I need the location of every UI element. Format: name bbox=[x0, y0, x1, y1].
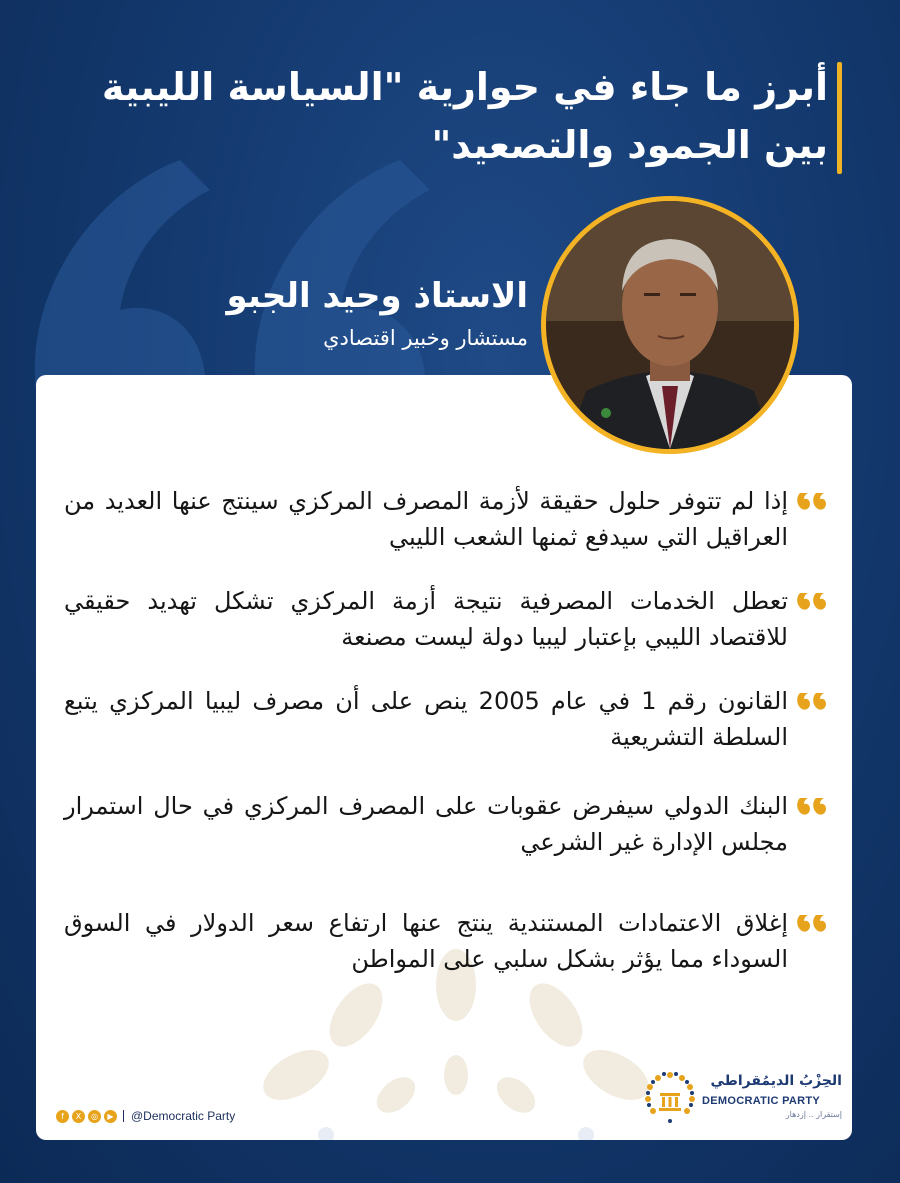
facebook-icon[interactable]: f bbox=[56, 1110, 69, 1123]
social-links bbox=[56, 1109, 235, 1123]
portrait-icon bbox=[546, 201, 794, 449]
speaker-info bbox=[88, 272, 528, 350]
quote-item-4 bbox=[64, 788, 828, 860]
quote-mark-icon bbox=[796, 491, 828, 513]
title-accent-bar bbox=[837, 62, 842, 174]
quote-text-3: القانون رقم 1 في عام 2005 ينص على أن مصرف ليبيا المركزي يتبع السلطة التشريعية bbox=[64, 687, 788, 751]
speaker-avatar bbox=[541, 196, 799, 454]
x-icon[interactable]: X bbox=[72, 1110, 85, 1123]
page-title-line-1: أبرز ما جاء في حوارية "السياسة الليبية bbox=[101, 65, 828, 109]
speaker-role: مستشار وخبير اقتصادي bbox=[323, 326, 528, 350]
quote-text-2: تعطل الخدمات المصرفية نتيجة أزمة المركزي تشكل تهديد حقيقي للاقتصاد الليبي بإعتبار ليبيا دولة ليست مصنعة bbox=[64, 587, 788, 651]
party-logo bbox=[642, 1067, 842, 1131]
social-handle: @Democratic Party bbox=[131, 1109, 236, 1123]
quote-mark-icon bbox=[796, 591, 828, 613]
party-emblem-icon bbox=[642, 1069, 698, 1125]
speaker-name: الاستاذ وحيد الجبو bbox=[226, 276, 528, 316]
logo-name-arabic: الحِزْبُ الديمُقراطي bbox=[710, 1073, 842, 1089]
quote-mark-icon bbox=[796, 691, 828, 713]
instagram-icon[interactable]: ◎ bbox=[88, 1110, 101, 1123]
quote-text-5: إغلاق الاعتمادات المستندية ينتج عنها ارتفاع سعر الدولار في السوق السوداء مما يؤثر بشكل سلبي على المواطن bbox=[64, 909, 788, 973]
quote-mark-icon bbox=[796, 796, 828, 818]
page-title-line-2: بين الجمود والتصعيد" bbox=[431, 123, 828, 167]
quote-item-5 bbox=[64, 905, 828, 977]
quote-item-1 bbox=[64, 483, 828, 555]
youtube-icon[interactable]: ▶ bbox=[104, 1110, 117, 1123]
quote-item-3 bbox=[64, 683, 828, 755]
divider bbox=[123, 1110, 124, 1122]
quote-text-4: البنك الدولي سيفرض عقوبات على المصرف المركزي في حال استمرار مجلس الإدارة غير الشرعي bbox=[64, 792, 788, 856]
quote-mark-icon bbox=[796, 913, 828, 935]
content-card bbox=[36, 375, 852, 1140]
quote-text-1: إذا لم تتوفر حلول حقيقة لأزمة المصرف المركزي سينتج عنها العديد من العراقيل التي سيدفع ثمنها الشعب الليبي bbox=[64, 487, 788, 551]
quote-item-2 bbox=[64, 583, 828, 655]
logo-tagline: إستقرار .. إزدهار bbox=[785, 1110, 842, 1119]
logo-name-english: DEMOCRATIC PARTY bbox=[702, 1095, 821, 1107]
title-block bbox=[68, 58, 828, 174]
